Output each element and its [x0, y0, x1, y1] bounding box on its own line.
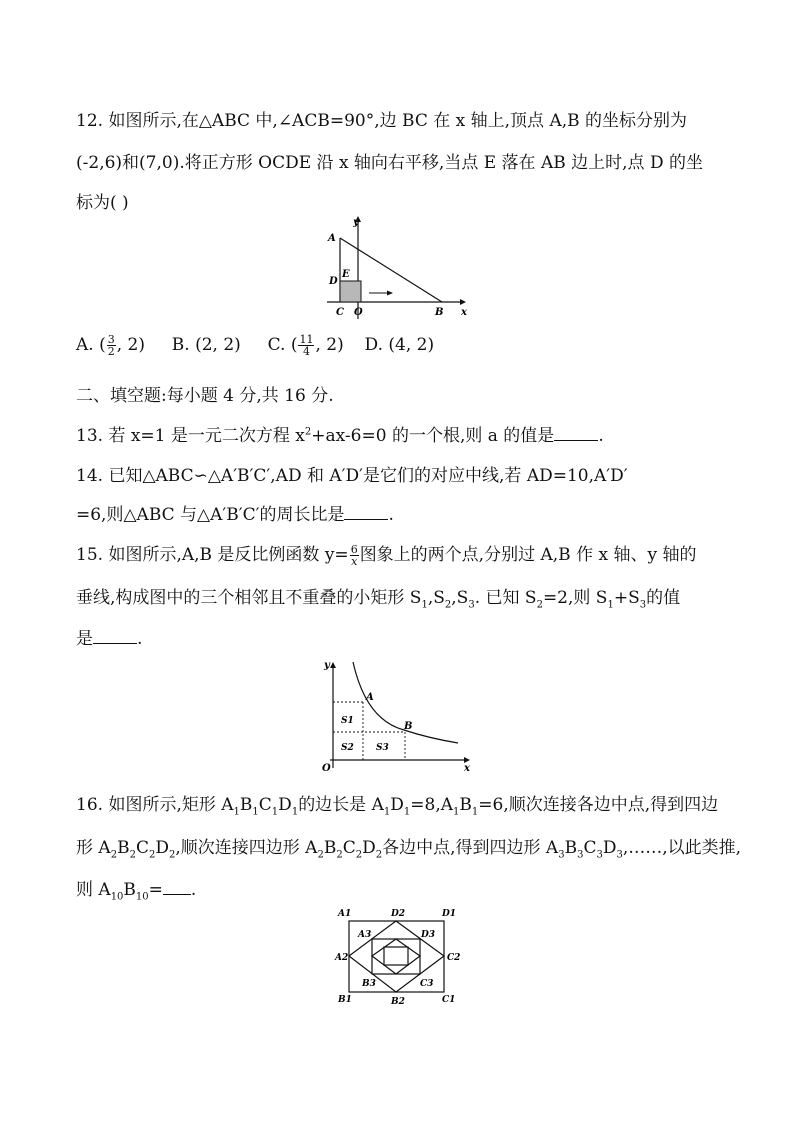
- option-b: B. (2, 2): [171, 335, 241, 355]
- q14-line1: 14. 已知△ABC∽△A′B′C′,AD 和 A′D′是它们的对应中线,若 AD=10,A′D′: [76, 466, 628, 486]
- q12-label-y: y: [353, 217, 359, 228]
- q15-label-x: x: [464, 763, 470, 774]
- q12-line2: (-2,6)和(7,0).将正方形 OCDE 沿 x 轴向右平移,当点 E 落在 AB 边上时,点 D 的坐: [76, 153, 703, 173]
- q12-label-e: E: [342, 269, 350, 280]
- q14-answer-blank[interactable]: [344, 505, 388, 520]
- q16-label-a3: A3: [358, 930, 372, 940]
- option-a-fraction: $\frac{3}{2}$: [107, 333, 115, 358]
- q12-line3: 标为( ): [76, 193, 129, 213]
- option-c: C. ( $\frac{11}{4}$ , 2): [267, 333, 344, 358]
- q15-label-a: A: [366, 692, 374, 703]
- q16-label-c3: C3: [420, 979, 434, 989]
- q16-label-b2: B2: [391, 997, 405, 1007]
- q16-line2: 形 $A_2B_2C_2D_2$,顺次连接四边形 $A_2B_2C_2D_2$各边中点,得到四边形 $A_3B_3C_3D_3,\dots\dots$,以此类推,: [76, 838, 742, 861]
- q15-fraction: $\frac{6}{x}$: [350, 543, 358, 568]
- option-a: A. ( $\frac{3}{2}$ , 2): [76, 333, 145, 358]
- q16-label-c1: C1: [442, 995, 456, 1005]
- q16-answer-blank[interactable]: [163, 880, 191, 895]
- q15-label-b: B: [404, 721, 413, 732]
- q16-label-a1: A1: [338, 909, 352, 919]
- section-2-title: 二、填空题:每小题 4 分,共 16 分.: [76, 386, 334, 406]
- q16-label-d1: D1: [442, 909, 457, 919]
- option-d: D. (4, 2): [364, 335, 435, 355]
- q16-figure: [334, 904, 464, 1009]
- q16-label-d2: D2: [391, 909, 406, 919]
- q15-label-s3: S3: [376, 743, 389, 753]
- q16-label-b1: B1: [338, 995, 352, 1005]
- q16-label-d3: D3: [421, 930, 436, 940]
- q15-label-y: y: [324, 660, 330, 671]
- q15-line1: 15. 如图所示,A,B 是反比例函数 y= $\frac{6}{x}$ 图象上的两个点,分别过 A,B 作 x 轴、y 轴的: [76, 543, 697, 568]
- q12-label-a: A: [328, 233, 336, 244]
- q15-label-s2: S2: [341, 743, 354, 753]
- q16-label-a2: A2: [335, 953, 349, 963]
- q12-label-b: B: [435, 307, 444, 318]
- q14-line2: =6,则△ABC 与△A′B′C′的周长比是 .: [76, 505, 394, 525]
- q15-label-o: O: [322, 763, 331, 774]
- q16-line1: 16. 如图所示,矩形 $A_1B_1C_1D_1$的边长是 $A_1D_1=8,A_1B_1=6$,顺次连接各边中点,得到四边: [76, 795, 719, 818]
- option-c-fraction: $\frac{11}{4}$: [299, 333, 314, 358]
- q13-line: 13. 若 x=1 是一元二次方程 $x^2+ax-6=0$ 的一个根,则 a 的值是 .: [76, 426, 604, 446]
- q12-line1: 12. 如图所示,在△ABC 中,∠ACB=90°,边 BC 在 x 轴上,顶点 A,B 的坐标分别为: [76, 111, 688, 131]
- q12-options: [76, 334, 434, 357]
- q15-answer-blank[interactable]: [93, 629, 137, 644]
- q12-label-x: x: [461, 307, 467, 318]
- q16-label-b3: B3: [362, 979, 376, 989]
- q12-label-d: D: [329, 276, 338, 287]
- q15-label-s1: S1: [341, 716, 354, 726]
- q16-label-c2: C2: [447, 953, 461, 963]
- q15-line2: 垂线,构成图中的三个相邻且不重叠的小矩形 $S_1,S_2,S_3$. 已知 $S_2=2$,则 $S_1+S_3$的值: [76, 588, 681, 611]
- q15-figure: [318, 658, 478, 773]
- q15-line3: 是 .: [76, 629, 143, 649]
- q12-label-o: O: [354, 307, 363, 318]
- q12-label-c: C: [336, 307, 344, 318]
- q16-line3: 则 $A_{10}B_{10}=$ .: [76, 880, 197, 903]
- q12-figure: [322, 214, 472, 324]
- q13-answer-blank[interactable]: [554, 426, 598, 441]
